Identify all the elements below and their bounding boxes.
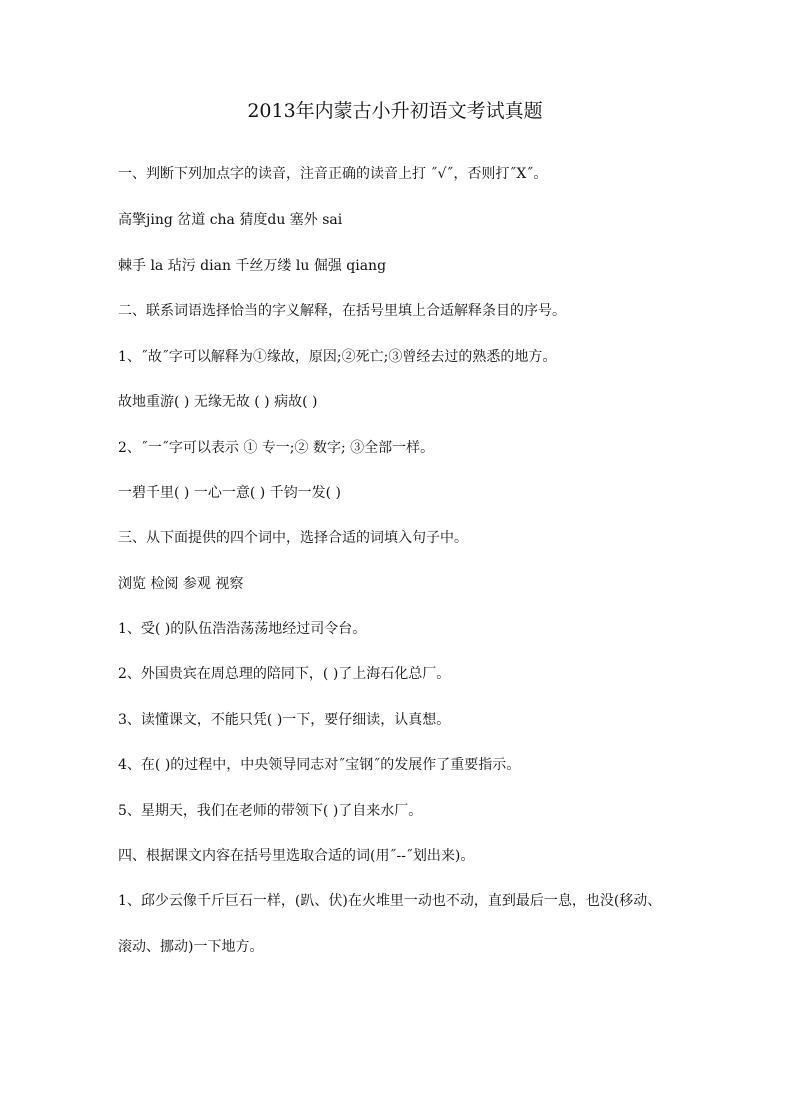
section-3-heading: 三、从下面提供的四个词中，选择合适的词填入句子中。: [118, 530, 468, 546]
pinyin-line-2: 棘手 la 玷污 dian 千丝万缕 lu 倔强 qiang: [118, 258, 387, 274]
section-2-heading: 二、联系词语选择恰当的字义解释，在括号里填上合适解释条目的序号。: [118, 303, 566, 319]
question-3-5: 5、星期天，我们在老师的带领下( )了自来水厂。: [118, 803, 423, 819]
question-2-1: 1、˝故˝字可以解释为①缘故，原因;②死亡;③曾经去过的熟悉的地方。: [118, 349, 557, 365]
question-3-3: 3、读懂课文，不能只凭( )一下，要仔细读，认真想。: [118, 712, 451, 728]
section-1-heading: 一、判断下列加点字的读音，注音正确的读音上打 ˝√˝，否则打˝X˝。: [118, 166, 548, 182]
word-choices: 浏览 检阅 参观 视察: [118, 576, 244, 592]
question-4-1-continued: 滚动、挪动)一下地方。: [118, 939, 264, 955]
pinyin-line-1: 高擎jing 岔道 cha 猜度du 塞外 sai: [118, 212, 343, 228]
question-2-1-answers: 故地重游( ) 无缘无故 ( ) 病故( ): [118, 394, 318, 410]
document-title: 2013年内蒙古小升初语文考试真题: [247, 100, 543, 122]
question-2-2: 2、˝一˝字可以表示 ① 专一;② 数字; ③全部一样。: [118, 440, 435, 456]
question-3-2: 2、外国贵宾在周总理的陪同下，( )了上海石化总厂。: [118, 666, 451, 682]
question-2-2-answers: 一碧千里( ) 一心一意( ) 千钧一发( ): [118, 485, 342, 501]
question-3-4: 4、在( )的过程中，中央领导同志对˝宝钢˝的发展作了重要指示。: [118, 757, 521, 773]
question-4-1: 1、邱少云像千斤巨石一样，(趴、伏)在火堆里一动也不动，直到最后一息，也没(移动、: [118, 893, 662, 909]
section-4-heading: 四、根据课文内容在括号里选取合适的词(用˝--˝划出来)。: [118, 848, 475, 864]
question-3-1: 1、受( )的队伍浩浩荡荡地经过司令台。: [118, 621, 367, 637]
